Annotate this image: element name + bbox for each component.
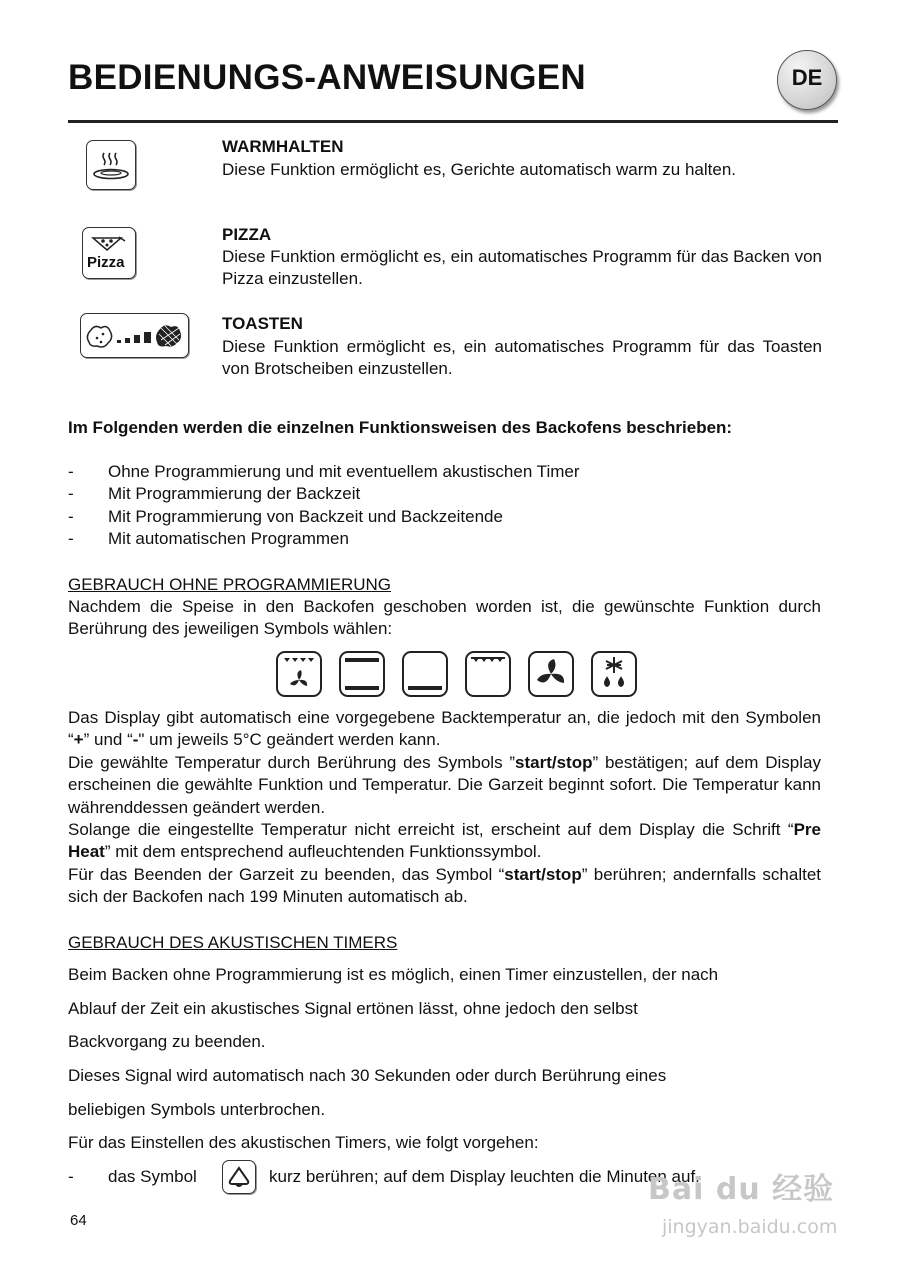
function-title-warmhalten: WARMHALTEN: [222, 137, 344, 156]
language-badge: DE: [777, 50, 837, 110]
defrost-icon: [591, 651, 637, 697]
paragraph-line: Dieses Signal wird automatisch nach 30 Sekunden oder durch Berührung eines: [68, 1066, 667, 1085]
watermark-logo: [648, 1164, 834, 1208]
text-run: Solange die eingestellte Temperatur nicht erreicht ist, erscheint auf dem Display die Schrift “: [68, 820, 794, 840]
plus-symbol: +: [73, 730, 84, 750]
minus-symbol: -: [132, 730, 139, 750]
list-bullet: -: [68, 484, 74, 503]
text-run: ” mit dem entsprechend aufleuchtenden Funktionssymbol.: [104, 842, 542, 862]
pizza-icon-label: Pizza: [87, 254, 125, 271]
paragraph-line: Backvorgang zu beenden.: [68, 1032, 266, 1051]
step-text-after-icon: kurz berühren; auf dem Display leuchten die Minuten auf.: [269, 1167, 700, 1186]
paragraph-line: beliebigen Symbols unterbrochen.: [68, 1100, 326, 1119]
section-heading-no-programming: GEBRAUCH OHNE PROGRAMMIERUNG: [68, 575, 392, 594]
pre-heat-label: Pre Heat: [68, 820, 821, 862]
text-run: Das Display gibt automatisch eine vorgegebene Backtemperatur an, die jedoch mit den Symbolen “: [68, 708, 821, 750]
list-bullet: -: [68, 529, 74, 548]
header-divider: [68, 120, 838, 123]
bell-icon: [222, 1160, 256, 1194]
page-title: BEDIENUNGS-ANWEISUNGEN: [68, 58, 587, 97]
function-desc-pizza: Diese Funktion ermöglicht es, ein automatisches Programm für das Backen von Pizza einzustellen.: [222, 247, 822, 288]
function-title-toasten: TOASTEN: [222, 314, 303, 333]
list-item-text: Ohne Programmierung und mit eventuellem akustischen Timer: [108, 462, 580, 481]
mode-icons-row: [276, 651, 636, 697]
start-stop-label: start/stop: [515, 752, 593, 772]
paragraph-line: Ablauf der Zeit ein akustisches Signal ertönen lässt, ohne jedoch den selbst: [68, 999, 638, 1018]
function-desc-toasten: Diese Funktion ermöglicht es, ein automatisches Programm für das Toasten von Brotscheiben einzustellen.: [222, 337, 822, 378]
list-bullet: -: [68, 1167, 74, 1186]
pizza-icon: [82, 227, 136, 279]
text-run: ” und “: [83, 730, 133, 750]
function-desc-warmhalten: Diese Funktion ermöglicht es, Gerichte automatisch warm zu halten.: [222, 160, 737, 179]
keep-warm-icon: [86, 140, 136, 190]
paragraph-line: Für das Einstellen des akustischen Timers, wie folgt vorgehen:: [68, 1133, 539, 1152]
text-run: " um jeweils 5°C geändert werden kann.: [138, 730, 441, 750]
top-bottom-heat-icon: [339, 651, 385, 697]
fan-icon: [528, 651, 574, 697]
text-run: ” bestätigen; auf dem Display erscheinen die gewählte Funktion und Temperatur. Die Garzeit beginnt sofort. Die Temperatur kann währenddessen geändert werden.: [68, 752, 821, 817]
modes-heading: Im Folgenden werden die einzelnen Funktionsweisen des Backofens beschrieben:: [68, 418, 733, 437]
list-item-text: Mit automatischen Programmen: [108, 529, 349, 548]
toast-icon: [80, 313, 189, 358]
text-run: Die gewählte Temperatur durch Berührung des Symbols ”: [68, 752, 516, 772]
step-text-before-icon: das Symbol: [108, 1167, 197, 1186]
section-heading-acoustic-timer: GEBRAUCH DES AKUSTISCHEN TIMERS: [68, 933, 398, 952]
grill-icon: [465, 651, 511, 697]
text-run: Für das Beenden der Garzeit zu beenden, das Symbol “: [68, 864, 505, 884]
grill-fan-icon: [276, 651, 322, 697]
list-item-text: Mit Programmierung von Backzeit und Backzeitende: [108, 507, 503, 526]
section1-intro: Nachdem die Speise in den Backofen geschoben worden ist, die gewünschte Funktion durch Berührung des jeweiligen Symbols wählen:: [68, 597, 821, 639]
bottom-heat-icon: [402, 651, 448, 697]
watermark-url: jingyan.baidu.com: [662, 1216, 838, 1238]
list-item-text: Mit Programmierung der Backzeit: [108, 484, 361, 503]
list-bullet: -: [68, 507, 74, 526]
paragraph-line: Beim Backen ohne Programmierung ist es möglich, einen Timer einzustellen, der nach: [68, 965, 719, 984]
function-title-pizza: PIZZA: [222, 225, 272, 244]
text-run: ” berühren; andernfalls schaltet sich der Backofen nach 199 Minuten automatisch ab.: [68, 864, 822, 907]
start-stop-label: start/stop: [504, 864, 582, 884]
page-number: 64: [70, 1212, 87, 1229]
list-bullet: -: [68, 462, 74, 481]
section1-paragraph-temperature: [68, 707, 821, 909]
watermark-logo-text: Bai du 经验: [648, 1172, 835, 1207]
